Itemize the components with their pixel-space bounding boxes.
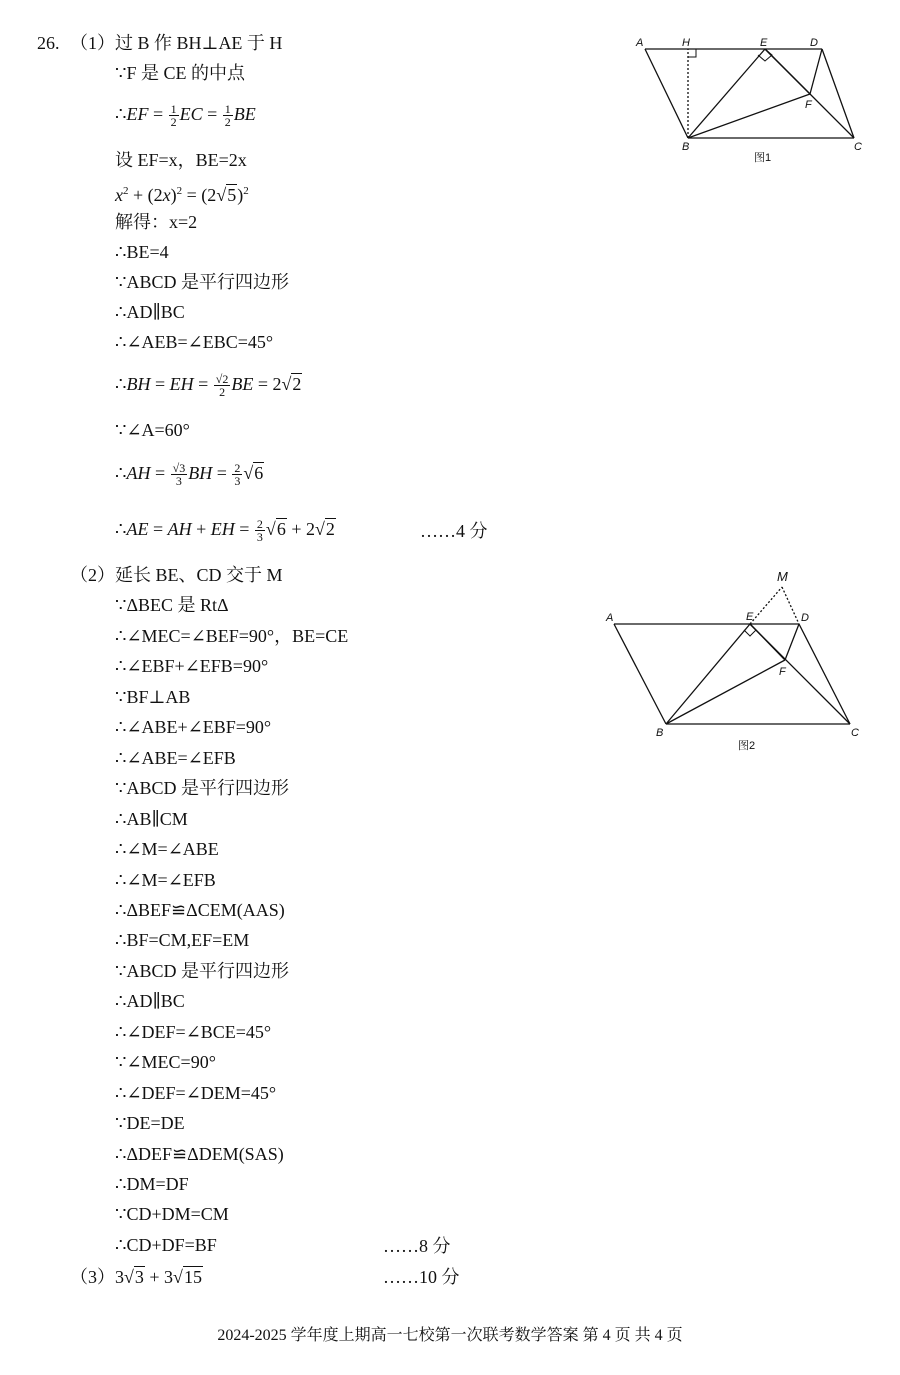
part2-step-line: ∴ΔBEF≌ΔCEM(AAS) (115, 899, 285, 920)
part1-line-12: ∵∠A=60° (115, 420, 190, 440)
part2-step-line: ∴CD+DF=BF (115, 1234, 217, 1255)
part1-line-2: ∵F 是 CE 的中点 (115, 63, 245, 83)
part1-line-10: ∴∠AEB=∠EBC=45° (115, 332, 274, 352)
fig1-caption: 图1 (754, 152, 772, 164)
part1-line-13: ∴AH = $\frac{√3}{3}$ BH = $\frac{2}{3}$ √6 (115, 461, 264, 489)
part2-step-line: 延长 BE、CD 交于 M (115, 565, 283, 585)
fig1-label-E: E (760, 37, 768, 49)
part1-line-3: ∴EF = $\frac{1}{2}$ EC = $\frac{1}{2}$ BE (115, 102, 256, 130)
part2-step-line: ∴∠DEF=∠BCE=45° (115, 1021, 272, 1042)
part1-line-4: 设 EF=x，BE=2x (115, 150, 247, 170)
part1-line-7: ∴BE=4 (115, 242, 169, 262)
part3-label: （3） (70, 1267, 115, 1287)
part2-step-line: ∵BF⊥AB (115, 686, 191, 707)
part2-step-line: ∴BF=CM,EF=EM (115, 930, 250, 951)
part1-label: （1） (70, 33, 115, 53)
part2-step-line: ∵DE=DE (115, 1113, 185, 1134)
part1-line-9: ∴AD∥BC (115, 302, 185, 322)
fig2-label-M: M (777, 569, 788, 584)
part2-step-line: ∴∠EBF+∠EFB=90° (115, 656, 269, 677)
fig2-label-C: C (851, 727, 859, 739)
part2-step-line: ∴∠DEF=∠DEM=45° (115, 1082, 277, 1103)
fig2-label-B: B (656, 727, 664, 739)
part2-step-line: ∴AB∥CM (115, 808, 188, 829)
fig2-label-A: A (606, 612, 614, 624)
part2-step-line: ∴∠ABE+∠EBF=90° (115, 717, 272, 738)
part3-answer: 3√3 + 3√15 (115, 1267, 202, 1287)
part2-step-line: ∴∠M=∠EFB (115, 869, 216, 890)
fig2-label-E: E (746, 611, 754, 623)
part2-label: （2） (70, 565, 115, 585)
part2-step-line: ∵ΔBEC 是 RtΔ (115, 595, 229, 616)
page-footer: 2024-2025 学年度上期高一七校第一次联考数学答案 第 4 页 共 4 页 (217, 1327, 683, 1344)
part1-line-6: 解得：x=2 (115, 212, 198, 232)
fig1-label-A: A (636, 37, 644, 49)
part1-line-11: ∴BH = EH = $\frac{√2}{2}$ BE = 2√2 (115, 372, 302, 400)
fig2-caption: 图2 (738, 740, 756, 752)
fig1-label-F: F (805, 99, 812, 111)
figure-1 (630, 30, 870, 170)
part1-line-1: 过 B 作 BH⊥AE 于 H (115, 33, 283, 53)
fig1-label-D: D (810, 37, 818, 49)
fig1-label-B: B (682, 141, 690, 153)
fig2-label-F: F (779, 666, 786, 678)
part2-score: ……8 分 (383, 1236, 451, 1256)
part1-line-8: ∵ABCD 是平行四边形 (115, 272, 289, 292)
part2-step-line: ∴∠ABE=∠EFB (115, 747, 236, 768)
part2-step-line: ∵∠MEC=90° (115, 1052, 216, 1073)
part2-step-line: ∴∠MEC=∠BEF=90°，BE=CE (115, 625, 349, 646)
figure-2 (600, 565, 870, 765)
question-number: 26. (37, 33, 60, 53)
part2-step-line: ∴∠M=∠ABE (115, 839, 219, 860)
part2-step-line: ∵CD+DM=CM (115, 1204, 229, 1225)
fig1-label-H: H (682, 37, 690, 49)
part2-step-line: ∴ΔDEF≌ΔDEM(SAS) (115, 1143, 284, 1164)
part1-score: ……4 分 (420, 521, 488, 541)
part2-step-line: ∴AD∥BC (115, 991, 185, 1012)
fig2-label-D: D (801, 612, 809, 624)
part2-step-line: ∵ABCD 是平行四边形 (115, 960, 289, 981)
part1-line-14: ∴AE = AH + EH = $\frac{2}{3}$ √6 + 2√2 (115, 517, 335, 545)
part2-step-line: ∴DM=DF (115, 1174, 189, 1194)
fig1-label-C: C (854, 141, 862, 153)
part1-line-5: $x^2 + (2x)^2 = (2√5)^2$ (115, 185, 249, 205)
part2-step-line: ∵ABCD 是平行四边形 (115, 778, 289, 799)
part3-score: ……10 分 (383, 1267, 460, 1287)
